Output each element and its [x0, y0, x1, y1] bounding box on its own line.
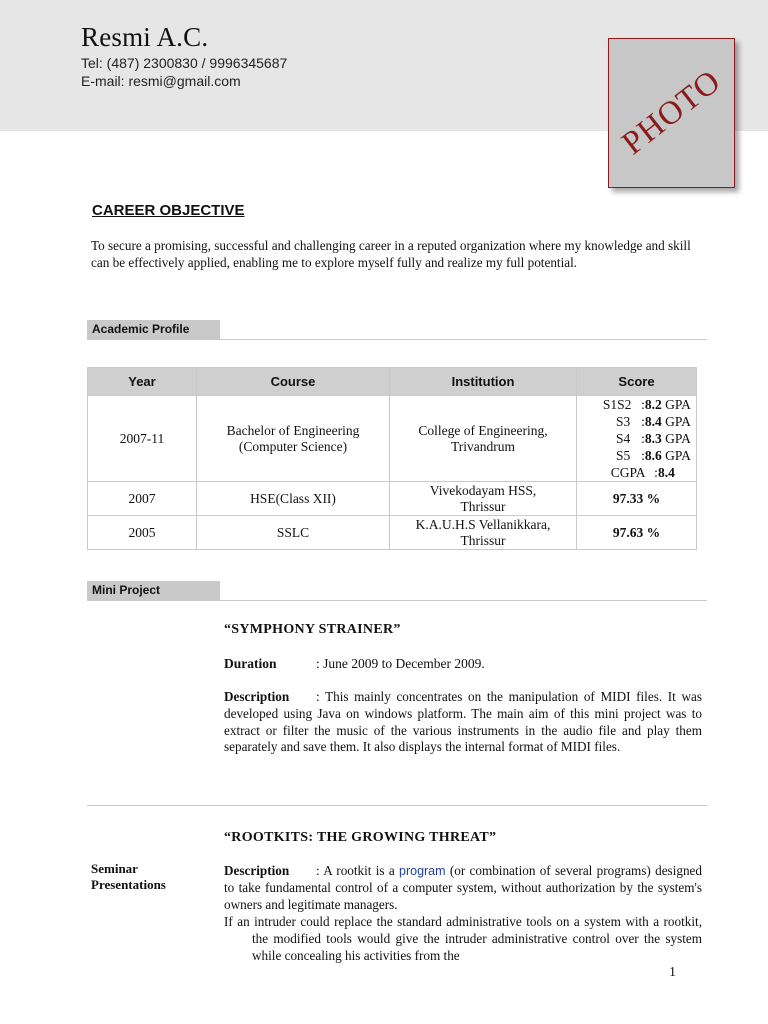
row-institution: [390, 516, 577, 550]
score-label: CGPA: [610, 465, 646, 480]
career-objective-heading: CAREER OBJECTIVE: [92, 202, 245, 219]
career-objective-text: To secure a promising, successful and challenging career in a reputed organization where my knowledge and skill can be effectively applied, enabling me to explore myself fully and realize my full potential.: [91, 238, 691, 270]
score-label: S3: [615, 414, 631, 429]
score-label: S5: [615, 448, 631, 463]
score-line: [585, 464, 696, 481]
table-row: [88, 396, 697, 482]
score-label: S1S2: [602, 397, 632, 412]
score-value: 8.6: [644, 448, 662, 463]
institution-line: Vivekodayam HSS,: [429, 482, 537, 498]
table-row: [88, 482, 697, 516]
institution-line: Trivandrum: [450, 438, 515, 454]
description-text: : This mainly concentrates on the manipulation of MIDI files. It was developed using Java on windows platform. The main aim of this mini project was to extract or filter the music of the various instruments in the audio file and play them separately and save them. It also displays the internal format of MIDI files.: [224, 689, 702, 755]
project-title: “SYMPHONY STRAINER”: [224, 622, 401, 637]
score-sep: :: [641, 414, 645, 429]
institution-line: Thrissur: [460, 532, 506, 548]
duration-value: : June 2009 to December 2009.: [316, 656, 485, 671]
row-year: 2005: [88, 516, 197, 550]
score-sep: :: [641, 397, 645, 412]
score-value: 8.4: [644, 414, 662, 429]
seminar-side-label: [91, 861, 166, 893]
duration-label: Duration: [224, 656, 277, 671]
academic-profile-label: Academic Profile: [87, 320, 220, 339]
program-link[interactable]: program: [399, 864, 446, 878]
side-label-line: Seminar: [91, 861, 138, 876]
score-sep: :: [641, 431, 645, 446]
header-course: Course: [197, 368, 390, 396]
email-address: E-mail: resmi@gmail.com: [81, 73, 241, 89]
row-score: [577, 396, 697, 482]
row-course: HSE(Class XII): [197, 482, 390, 516]
score-line: [585, 396, 696, 413]
section-divider: [87, 805, 707, 806]
score-unit: GPA: [661, 431, 691, 446]
score-unit: GPA: [661, 414, 691, 429]
page-number: 1: [669, 965, 676, 980]
row-course: SSLC: [197, 516, 390, 550]
score-unit: GPA: [661, 448, 691, 463]
photo-label: PHOTO: [615, 63, 728, 163]
score-value: 8.4: [657, 465, 675, 480]
row-score: 97.33 %: [577, 482, 697, 516]
row-score: 97.63 %: [577, 516, 697, 550]
score-line: [585, 413, 696, 430]
desc-pre: : A rootkit is a: [316, 863, 399, 878]
score-unit: GPA: [661, 397, 691, 412]
table-row: [88, 516, 697, 550]
row-institution: [390, 482, 577, 516]
table-header-row: [88, 368, 697, 396]
seminar-paragraph-2: If an intruder could replace the standard administrative tools on a system with a rootkit, the modified tools would give the intruder administrative control over the system while concealing his activities from the: [224, 914, 702, 963]
institution-line: College of Engineering,: [418, 422, 548, 438]
row-course: [197, 396, 390, 482]
seminar-description: [224, 863, 702, 913]
score-sep: :: [641, 448, 645, 463]
score-label: S4: [615, 431, 631, 446]
institution-line: K.A.U.H.S Vellanikkara,: [415, 516, 551, 532]
seminar-title: “ROOTKITS: THE GROWING THREAT”: [224, 830, 497, 845]
academic-table: [87, 367, 697, 550]
score-value: 8.3: [644, 431, 662, 446]
section-divider: [87, 600, 707, 601]
score-value: 8.2: [644, 397, 662, 412]
row-institution: [390, 396, 577, 482]
side-label-line: Presentations: [91, 877, 166, 892]
photo-placeholder: [608, 38, 735, 188]
header-institution: Institution: [390, 368, 577, 396]
institution-line: Thrissur: [460, 498, 506, 514]
course-line: (Computer Science): [238, 438, 348, 454]
desc-post: (or combination of several programs) designed to take fundamental control of a computer system, without authorization by the system's owners and legitimate managers.: [224, 863, 702, 912]
header-year: Year: [88, 368, 197, 396]
score-line: [585, 447, 696, 464]
section-divider: [87, 339, 707, 340]
description-label: Description: [224, 689, 290, 704]
row-year: 2007: [88, 482, 197, 516]
project-description: [224, 689, 702, 756]
row-year: 2007-11: [88, 396, 197, 482]
header-score: Score: [577, 368, 697, 396]
seminar-description-label: Description: [224, 863, 290, 878]
course-line: Bachelor of Engineering: [226, 422, 360, 438]
candidate-name: Resmi A.C.: [81, 22, 209, 52]
project-duration: [224, 656, 485, 672]
score-line: [585, 430, 696, 447]
mini-project-label: Mini Project: [87, 581, 220, 600]
score-sep: :: [654, 465, 658, 480]
phone-number: Tel: (487) 2300830 / 9996345687: [81, 55, 288, 71]
